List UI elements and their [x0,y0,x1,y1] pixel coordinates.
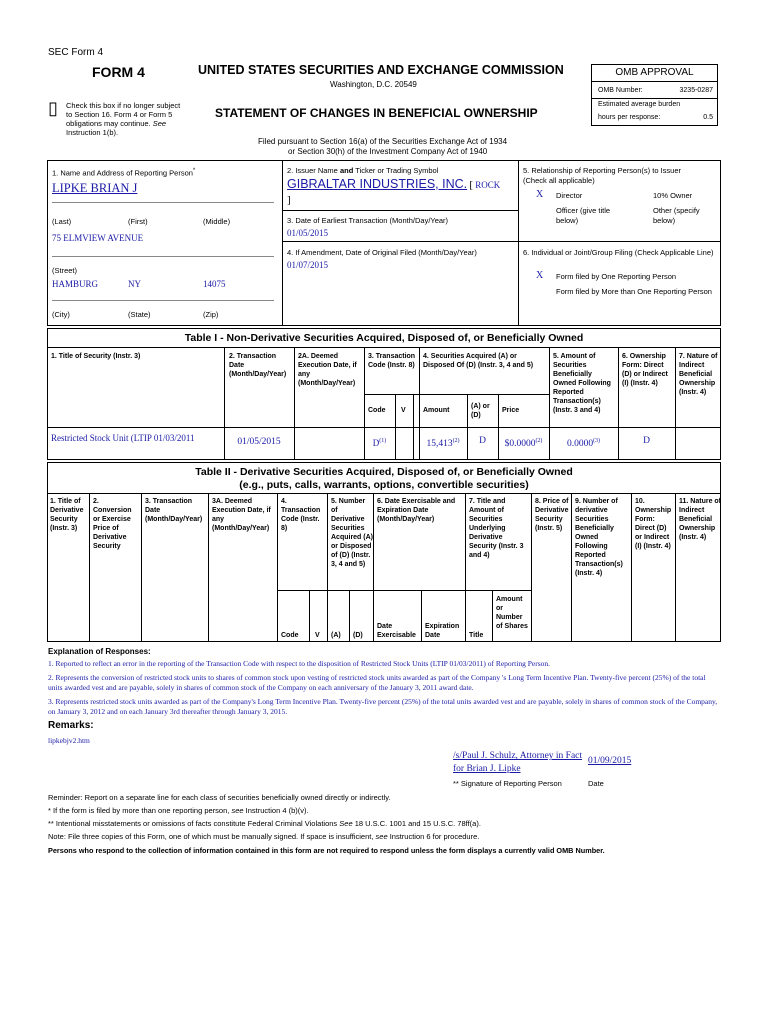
checkbox-icon[interactable]: ▯ [48,98,58,118]
remarks-text: lipkebjv2.htm [48,736,90,745]
table-2-title: Table II - Derivative Securities Acquired, Disposed of, or Beneficially Owned [195,466,573,478]
zip-label: (Zip) [203,310,219,319]
issuer-label [287,166,438,175]
filed-pursuant-line1: Filed pursuant to Section 16(a) of the Securities Exchange Act of 1934 [258,137,508,146]
t2-h-price: 8. Price of Derivative Security (Instr. 5) [535,498,569,532]
t2-h-title-col: Title [469,632,484,639]
t1-h-owned: 5. Amount of Securities Beneficially Owned Following Reported Transaction(s) (Instr. 3 and 4) [553,353,611,414]
t2-h-underlying: 7. Title and Amount of Securities Underlying Derivative Security (Instr. 3 and 4) [469,498,524,559]
state-label: (State) [128,310,151,319]
t1-row-owned-value: 0.0000 [566,439,594,450]
omb-hours-label: hours per response: [598,114,661,121]
relationship-sublabel: (Check all applicable) [523,176,595,185]
t1-h-price: Price [502,407,520,414]
officer-label: Officer (give title below) [556,206,611,225]
reminder-text: Reminder: Report on a separate line for each class of securities beneficially owned directly or indirectly. [48,793,391,802]
t2-h-v: V [315,632,320,639]
t1-row-date: 01/05/2015 [237,437,281,447]
omb-number-value: 3235-0287 [679,87,713,94]
checkbox-text-see: See [152,119,167,128]
checkbox-text-main: Check this box if no longer subject to Section 16. Form 4 or Form 5 obligations may continue. [66,101,181,128]
sec-form-label: SEC Form 4 [48,47,104,58]
remarks-label: Remarks: [48,720,94,731]
t1-h-code: 3. Transaction Code (Instr. 8) [368,353,416,369]
t1-row-amount-value: 15,413 [426,439,453,450]
t1-h-amount: Amount [423,407,450,414]
t1-h-v: V [401,407,406,414]
t2-h-number: 5. Number of Derivative Securities Acquired (A) or Disposed of (D) (Instr. 3, 4 and 5) [331,498,373,568]
statement-title: STATEMENT OF CHANGES IN BENEFICIAL OWNERSHIP [215,106,538,120]
t2-h-conversion: 2. Conversion or Exercise Price of Derivative Security [93,498,132,550]
more-persons-label: Form filed by More than One Reporting Person [556,287,712,296]
t2-h-title: 1. Title of Derivative Security (Instr. 3) [50,498,84,532]
persons-respond-text: Persons who respond to the collection of information contained in this form are not required to respond unless the form displays a currently valid OMB Number. [48,846,605,855]
note-text [48,832,479,841]
t2-h-nature: 11. Nature of Indirect Beneficial Ownership (Instr. 4) [679,498,722,541]
double-star-note [48,819,481,828]
city-label: (City) [52,310,70,319]
issuer-bracket-close: ] [287,194,291,206]
t1-row-owned-fn: (3) [593,438,601,444]
middle-label: (Middle) [203,217,231,226]
omb-title: OMB APPROVAL [592,65,717,82]
note-text-post: Instruction 6 for procedure. [389,832,480,841]
signature-label: ** Signature of Reporting Person [453,779,562,788]
issuer-label-and: and [339,166,354,175]
explanation-label: Explanation of Responses: [48,647,151,656]
reporting-person-name[interactable]: LIPKE BRIAN J [52,181,138,195]
star-note-post: Instruction 4 (b)(v). [245,806,309,815]
t1-row-code-value: D [372,438,380,448]
form-title: FORM 4 [92,64,145,80]
ten-percent-owner-label: 10% Owner [653,191,693,200]
relationship-label [523,166,713,186]
other-label: Other (specify below) [653,206,700,225]
t2-h-expiration: Expiration Date [425,623,460,639]
t1-h-deemed: 2A. Deemed Execution Date, if any (Month/Day/Year) [298,353,357,387]
signature-date: 01/09/2015 [588,756,632,766]
agency-title: UNITED STATES SECURITIES AND EXCHANGE COMMISSION [198,63,564,77]
star-note [48,806,309,815]
footnote-3: 3. Represents restricted stock units awarded as part of the Company's Long Term Incentive Plan. Twenty-five percent (25%) of the total units awarded vest and are payable, solely in shares of common stock of the Company, on January 3, 2012 and on each January 3rd thereafter through January 3, 2015. [48,697,718,716]
amendment-label: 4. If Amendment, Date of Original Filed (Month/Day/Year) [287,248,477,257]
note-text-pre: Note: File three copies of this Form, one of which must be manually signed. If space is insufficient, [48,832,374,841]
t1-h-title: 1. Title of Security (Instr. 3) [51,353,141,360]
t2-h-code-sub: Code [281,632,299,639]
t1-row-amount-fn: (2) [452,438,460,444]
earliest-transaction-label: 3. Date of Earliest Transaction (Month/Day/Year) [287,216,449,225]
footnote-1: 1. Reported to reflect an error in the reporting of the Transaction Code with respect to the disposition of Restricted Stock Units (LTIP 01/03/2011) of Reporting Person. [48,659,550,668]
last-label: (Last) [52,217,72,226]
earliest-transaction-value: 01/05/2015 [287,228,329,238]
filing-label: 6. Individual or Joint/Group Filing (Check Applicable Line) [523,248,714,257]
director-check[interactable]: X [536,189,544,200]
state-value: NY [128,279,141,289]
filed-pursuant-line2: or Section 30(h) of the Investment Company Act of 1940 [288,147,488,156]
t2-h-a: (A) [331,632,341,639]
amendment-value: 01/07/2015 [287,260,329,270]
footnote-2: 2. Represents the conversion of restricted stock units to shares of common stock upon vesting of restricted stock units awarded as part of the Company 's Long Term Incentive Plan. Twenty-five percent (25%) of the total units awarded vest and are payable, solely in shares of common stock of the Company on each anniversary of the January 3, 2011 award date. [48,673,706,692]
signature-name: /s/Paul J. Schulz, Attorney in Fact for Brian J. Lipke [453,751,583,774]
signature-date-label: Date [588,779,604,788]
t2-h-date: 3. Transaction Date (Month/Day/Year) [145,498,203,523]
t2-h-d: (D) [353,632,363,639]
t1-row-price-value: $0.0000 [504,439,536,450]
table-2-subtitle: (e.g., puts, calls, warrants, options, convertible securities) [239,479,529,491]
one-person-check[interactable]: X [536,270,544,281]
issuer-name[interactable]: GIBRALTAR INDUSTRIES, INC. [287,177,468,191]
agency-location: Washington, D.C. 20549 [330,80,417,89]
issuer-ticker: ROCK [475,180,501,190]
issuer-label-pre: 2. Issuer Name [287,166,338,175]
t1-row-price-fn: (2) [535,438,543,444]
checkbox-text-instr: Instruction 1(b). [66,128,119,137]
t1-h-acquired: 4. Securities Acquired (A) or Disposed Of (D) (Instr. 3, 4 and 5) [423,353,534,369]
t1-row-aord: D [479,436,486,446]
t1-row-code [364,437,395,448]
double-star-note-pre: ** Intentional misstatements or omissions of facts constitute Federal Criminal Violations [48,819,338,828]
issuer-label-post: Ticker or Trading Symbol [355,166,439,175]
issuer-name-line [287,177,517,208]
first-label: (First) [128,217,148,226]
omb-burden-label: Estimated average burden [598,101,681,108]
t2-h-exercisable: 6. Date Exercisable and Expiration Date (Month/Day/Year) [377,498,456,523]
street-label: (Street) [52,266,78,275]
checkbox-text [66,101,186,137]
zip-value: 14075 [203,279,226,289]
note-text-see: see [375,832,388,841]
t2-h-amount-shares: Amount or Number of Shares [496,596,528,630]
t2-h-owned: 9. Number of derivative Securities Beneficially Owned Following Reported Transaction(s) (Instr. 4) [575,498,623,577]
street-value: 75 ELMVIEW AVENUE [52,233,144,243]
reporting-person-label [52,168,195,178]
t1-h-ownership-form: 6. Ownership Form: Direct (D) or Indirect (I) (Instr. 4) [622,353,668,387]
issuer-bracket-open: [ [469,179,474,191]
omb-approval-box [591,64,718,126]
t2-h-code: 4. Transaction Code (Instr. 8) [281,498,321,532]
t1-h-nature: 7. Nature of Indirect Beneficial Ownership (Instr. 4) [679,353,718,396]
t1-h-aord: (A) or (D) [471,403,490,419]
t2-h-deemed: 3A. Deemed Execution Date, if any (Month/Day/Year) [212,498,271,532]
one-person-label: Form filed by One Reporting Person [556,272,677,281]
relationship-label-text: 5. Relationship of Reporting Person(s) to Issuer [523,166,681,175]
t2-h-date-exercisable: Date Exercisable [377,623,416,639]
double-star-note-post: 18 U.S.C. 1001 and 15 U.S.C. 78ff(a). [354,819,481,828]
city-value: HAMBURG [52,279,99,289]
omb-number-label: OMB Number: [598,87,643,94]
t1-h-code-sub: Code [368,407,386,414]
double-star-note-see: See [339,819,353,828]
star-note-see: see [231,806,244,815]
star-note-pre: * If the form is filed by more than one reporting person, [48,806,230,815]
table-1-title: Table I - Non-Derivative Securities Acquired, Disposed of, or Beneficially Owned [184,332,584,344]
t1-row-amount [419,437,467,449]
omb-hours-value: 0.5 [703,114,713,121]
reporting-person-label-star: * [192,168,196,174]
t1-row-owned [549,437,618,449]
t1-row-price [498,437,549,449]
t1-row-title: Restricted Stock Unit (LTIP 01/03/2011 [51,433,195,443]
director-label: Director [556,191,583,200]
t1-h-date: 2. Transaction Date (Month/Day/Year) [229,353,287,378]
t1-row-code-fn: (1) [379,438,387,444]
t2-h-ownership-form: 10. Ownership Form: Direct (D) or Indirect (I) (Instr. 4) [635,498,672,550]
t1-row-form: D [643,436,650,446]
reporting-person-label-text: 1. Name and Address of Reporting Person [52,168,193,178]
